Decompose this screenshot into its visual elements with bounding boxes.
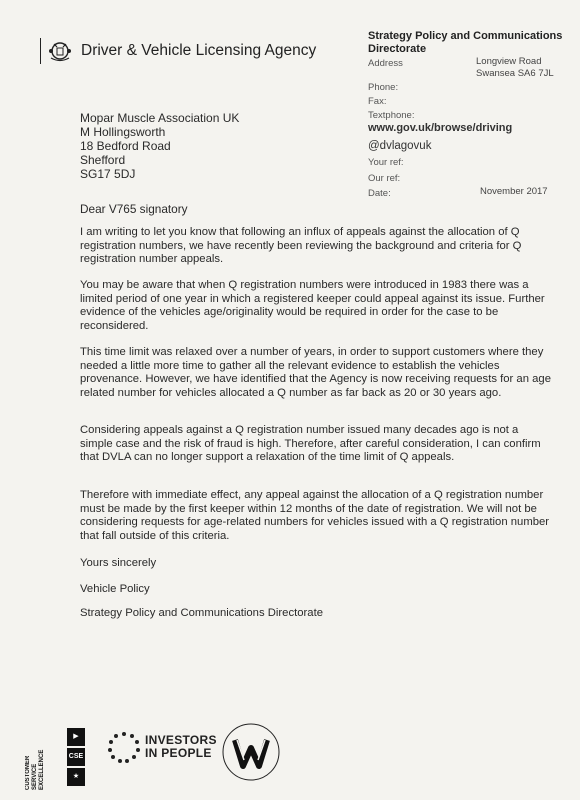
signatory-department: Strategy Policy and Communications Directorate <box>80 607 323 619</box>
play-icon: ▶ <box>67 728 85 746</box>
salutation: Dear V765 signatory <box>80 202 188 216</box>
investors-in-people-logo <box>107 730 217 764</box>
date-value: November 2017 <box>480 186 548 197</box>
twitter-handle[interactable]: @dvlagovuk <box>368 140 432 152</box>
royal-crest-icon <box>40 38 75 64</box>
fax-label: Fax: <box>368 96 387 107</box>
investors-line-2: IN PEOPLE <box>145 746 212 760</box>
phone-label: Phone: <box>368 82 399 93</box>
cse-badge: CSE <box>67 748 85 766</box>
directorate-title: Strategy Policy and Communications Directorate <box>368 30 563 55</box>
address-line-1: Longview Road <box>476 56 542 67</box>
paragraph-4: Considering appeals against a Q registration number issued many decades ago is not a simple case and the risk of fraud is high. Therefore, after careful consideration, I can confirm that DVLA can no longer support a relaxation of the time limit of Q appeals. <box>80 424 541 463</box>
your-ref-label: Your ref: <box>368 157 404 168</box>
paragraph-1: I am writing to let you know that following an influx of appeals against the allocation of Q registration numbers, we have recently been reviewing the background and criteria for Q registration number appeals. <box>80 226 522 265</box>
signatory: Vehicle Policy <box>80 583 150 595</box>
recipient-line: M Hollingsworth <box>80 125 166 139</box>
recipient-address <box>80 111 239 181</box>
agency-header <box>40 38 316 64</box>
investors-line-1: INVESTORS <box>145 733 217 747</box>
textphone-label: Textphone: <box>368 110 415 121</box>
address-label: Address <box>368 58 403 69</box>
recipient-line: 18 Bedford Road <box>80 139 171 153</box>
recipient-line: Mopar Muscle Association UK <box>80 111 240 125</box>
address-line-2: Swansea SA6 7JL <box>476 68 554 79</box>
agency-name: Driver & Vehicle Licensing Agency <box>81 42 317 59</box>
star-icon: ★ <box>67 768 85 786</box>
paragraph-3: This time limit was relaxed over a number of years, in order to support customers where they needed a little more time to gather all the relevant evidence to establish the vehicles provenance. However, we have identified that the Agency is now receiving requests for an age related number for vehicles allocated a Q number as far back as 20 or 30 years ago. <box>80 346 551 399</box>
recipient-line: SG17 5DJ <box>80 167 136 181</box>
website-link[interactable]: www.gov.uk/browse/driving <box>368 122 513 134</box>
paragraph-2: You may be aware that when Q registration numbers were introduced in 1983 there was a limited period of one year in which a registered keeper could appeal against its issue. Further evidence of the vehicles age/originality would be required in order for the case to be reconsidered. <box>80 279 545 332</box>
cse-vertical-text: CUSTOMER SERVICE EXCELLENCE <box>25 749 45 790</box>
our-ref-label: Our ref: <box>368 173 401 184</box>
date-label: Date: <box>368 188 391 199</box>
recipient-line: Shefford <box>80 153 126 167</box>
positive-about-disabled-people-logo <box>217 718 285 788</box>
footer-logos <box>25 718 285 798</box>
paragraph-5: Therefore with immediate effect, any appeal against the allocation of a Q registration number must be made by the first keeper within 12 months of the date of registration. We will not be considering requests for age-related numbers for vehicles issued with a Q registration number that fall outside of this criteria. <box>80 489 550 542</box>
laurel-wreath-icon <box>107 730 141 764</box>
closing: Yours sincerely <box>80 557 157 569</box>
